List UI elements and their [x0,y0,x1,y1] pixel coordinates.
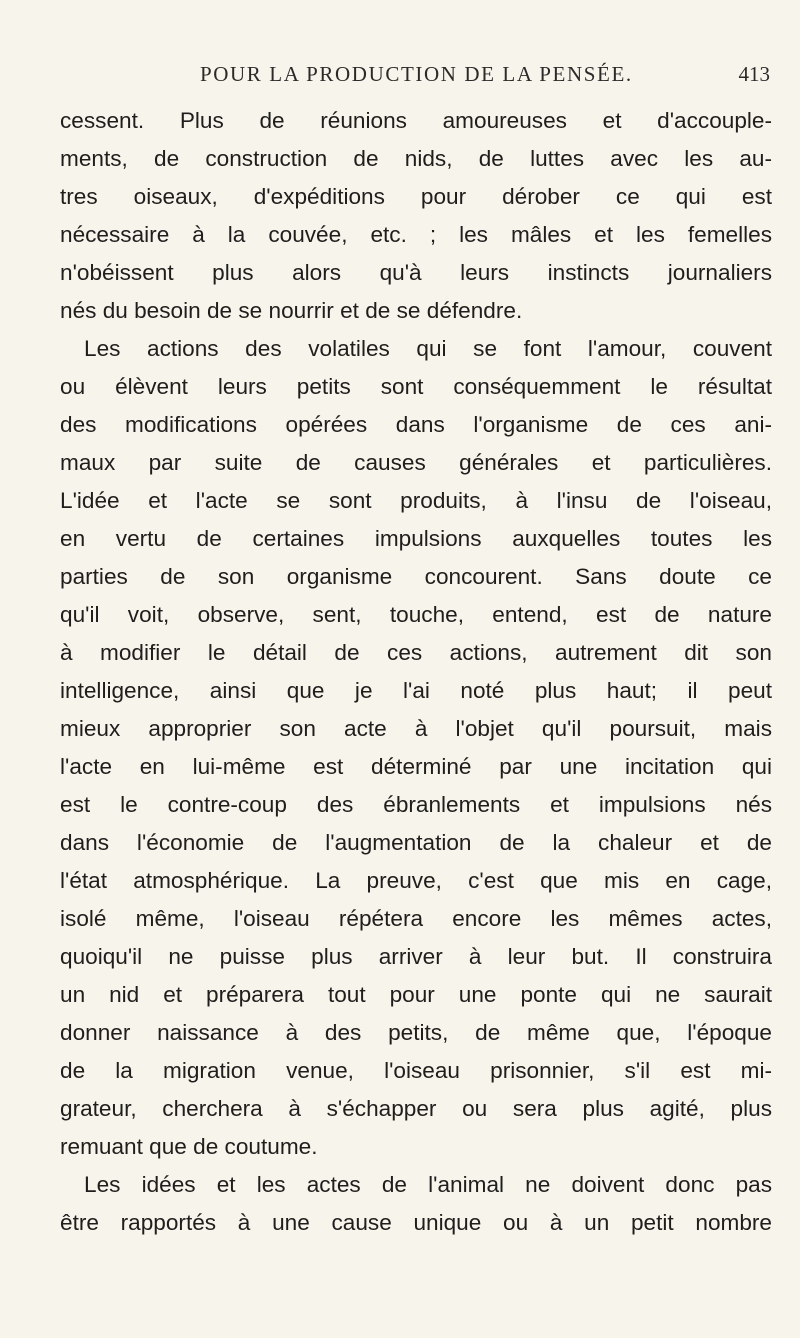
text-line: donner naissance à des petits, de même que, l'époque [60,1020,772,1045]
text-line: cessent. Plus de réunions amoureuses et d'accouple- [60,108,772,133]
text-line: nécessaire à la couvée, etc. ; les mâles et les femelles [60,222,772,247]
text-line: l'acte en lui-même est déterminé par une incitation qui [60,754,772,779]
text-line: nés du besoin de se nourrir et de se défendre. [60,298,523,323]
page-number: 413 [738,62,770,86]
text-line: n'obéissent plus alors qu'à leurs instincts journaliers [60,260,772,285]
text-line: un nid et préparera tout pour une ponte qui ne saurait [60,982,772,1007]
text-line: isolé même, l'oiseau répétera encore les mêmes actes, [60,906,772,931]
text-line: est le contre-coup des ébranlements et impulsions nés [60,792,772,817]
text-line: Les actions des volatiles qui se font l'amour, couvent [84,336,772,361]
text-line: dans l'économie de l'augmentation de la chaleur et de [60,830,772,855]
text-line: qu'il voit, observe, sent, touche, entend, est de nature [60,602,772,627]
text-line: en vertu de certaines impulsions auxquelles toutes les [60,526,772,551]
text-line: à modifier le détail de ces actions, autrement dit son [60,640,772,665]
text-line: ou élèvent leurs petits sont conséquemment le résultat [60,374,772,399]
text-line: de la migration venue, l'oiseau prisonnier, s'il est mi- [60,1058,772,1083]
text-line: mieux approprier son acte à l'objet qu'il poursuit, mais [60,716,772,741]
text-line: ments, de construction de nids, de luttes avec les au- [60,146,772,171]
text-line: L'idée et l'acte se sont produits, à l'insu de l'oiseau, [60,488,772,513]
text-line: Les idées et les actes de l'animal ne doivent donc pas [84,1172,772,1197]
page-header [60,62,770,96]
text-line: remuant que de coutume. [60,1134,318,1159]
text-line: être rapportés à une cause unique ou à un petit nombre [60,1210,772,1235]
text-line: grateur, cherchera à s'échapper ou sera plus agité, plus [60,1096,772,1121]
running-title: POUR LA PRODUCTION DE LA PENSÉE. [200,62,633,86]
text-line: maux par suite de causes générales et particulières. [60,450,772,475]
body-text [60,102,772,1242]
text-line: des modifications opérées dans l'organisme de ces ani- [60,412,772,437]
text-line: intelligence, ainsi que je l'ai noté plus haut; il peut [60,678,772,703]
text-line: l'état atmosphérique. La preuve, c'est que mis en cage, [60,868,772,893]
text-line: quoiqu'il ne puisse plus arriver à leur but. Il construira [60,944,772,969]
text-line: tres oiseaux, d'expéditions pour dérober ce qui est [60,184,772,209]
text-line: parties de son organisme concourent. Sans doute ce [60,564,772,589]
